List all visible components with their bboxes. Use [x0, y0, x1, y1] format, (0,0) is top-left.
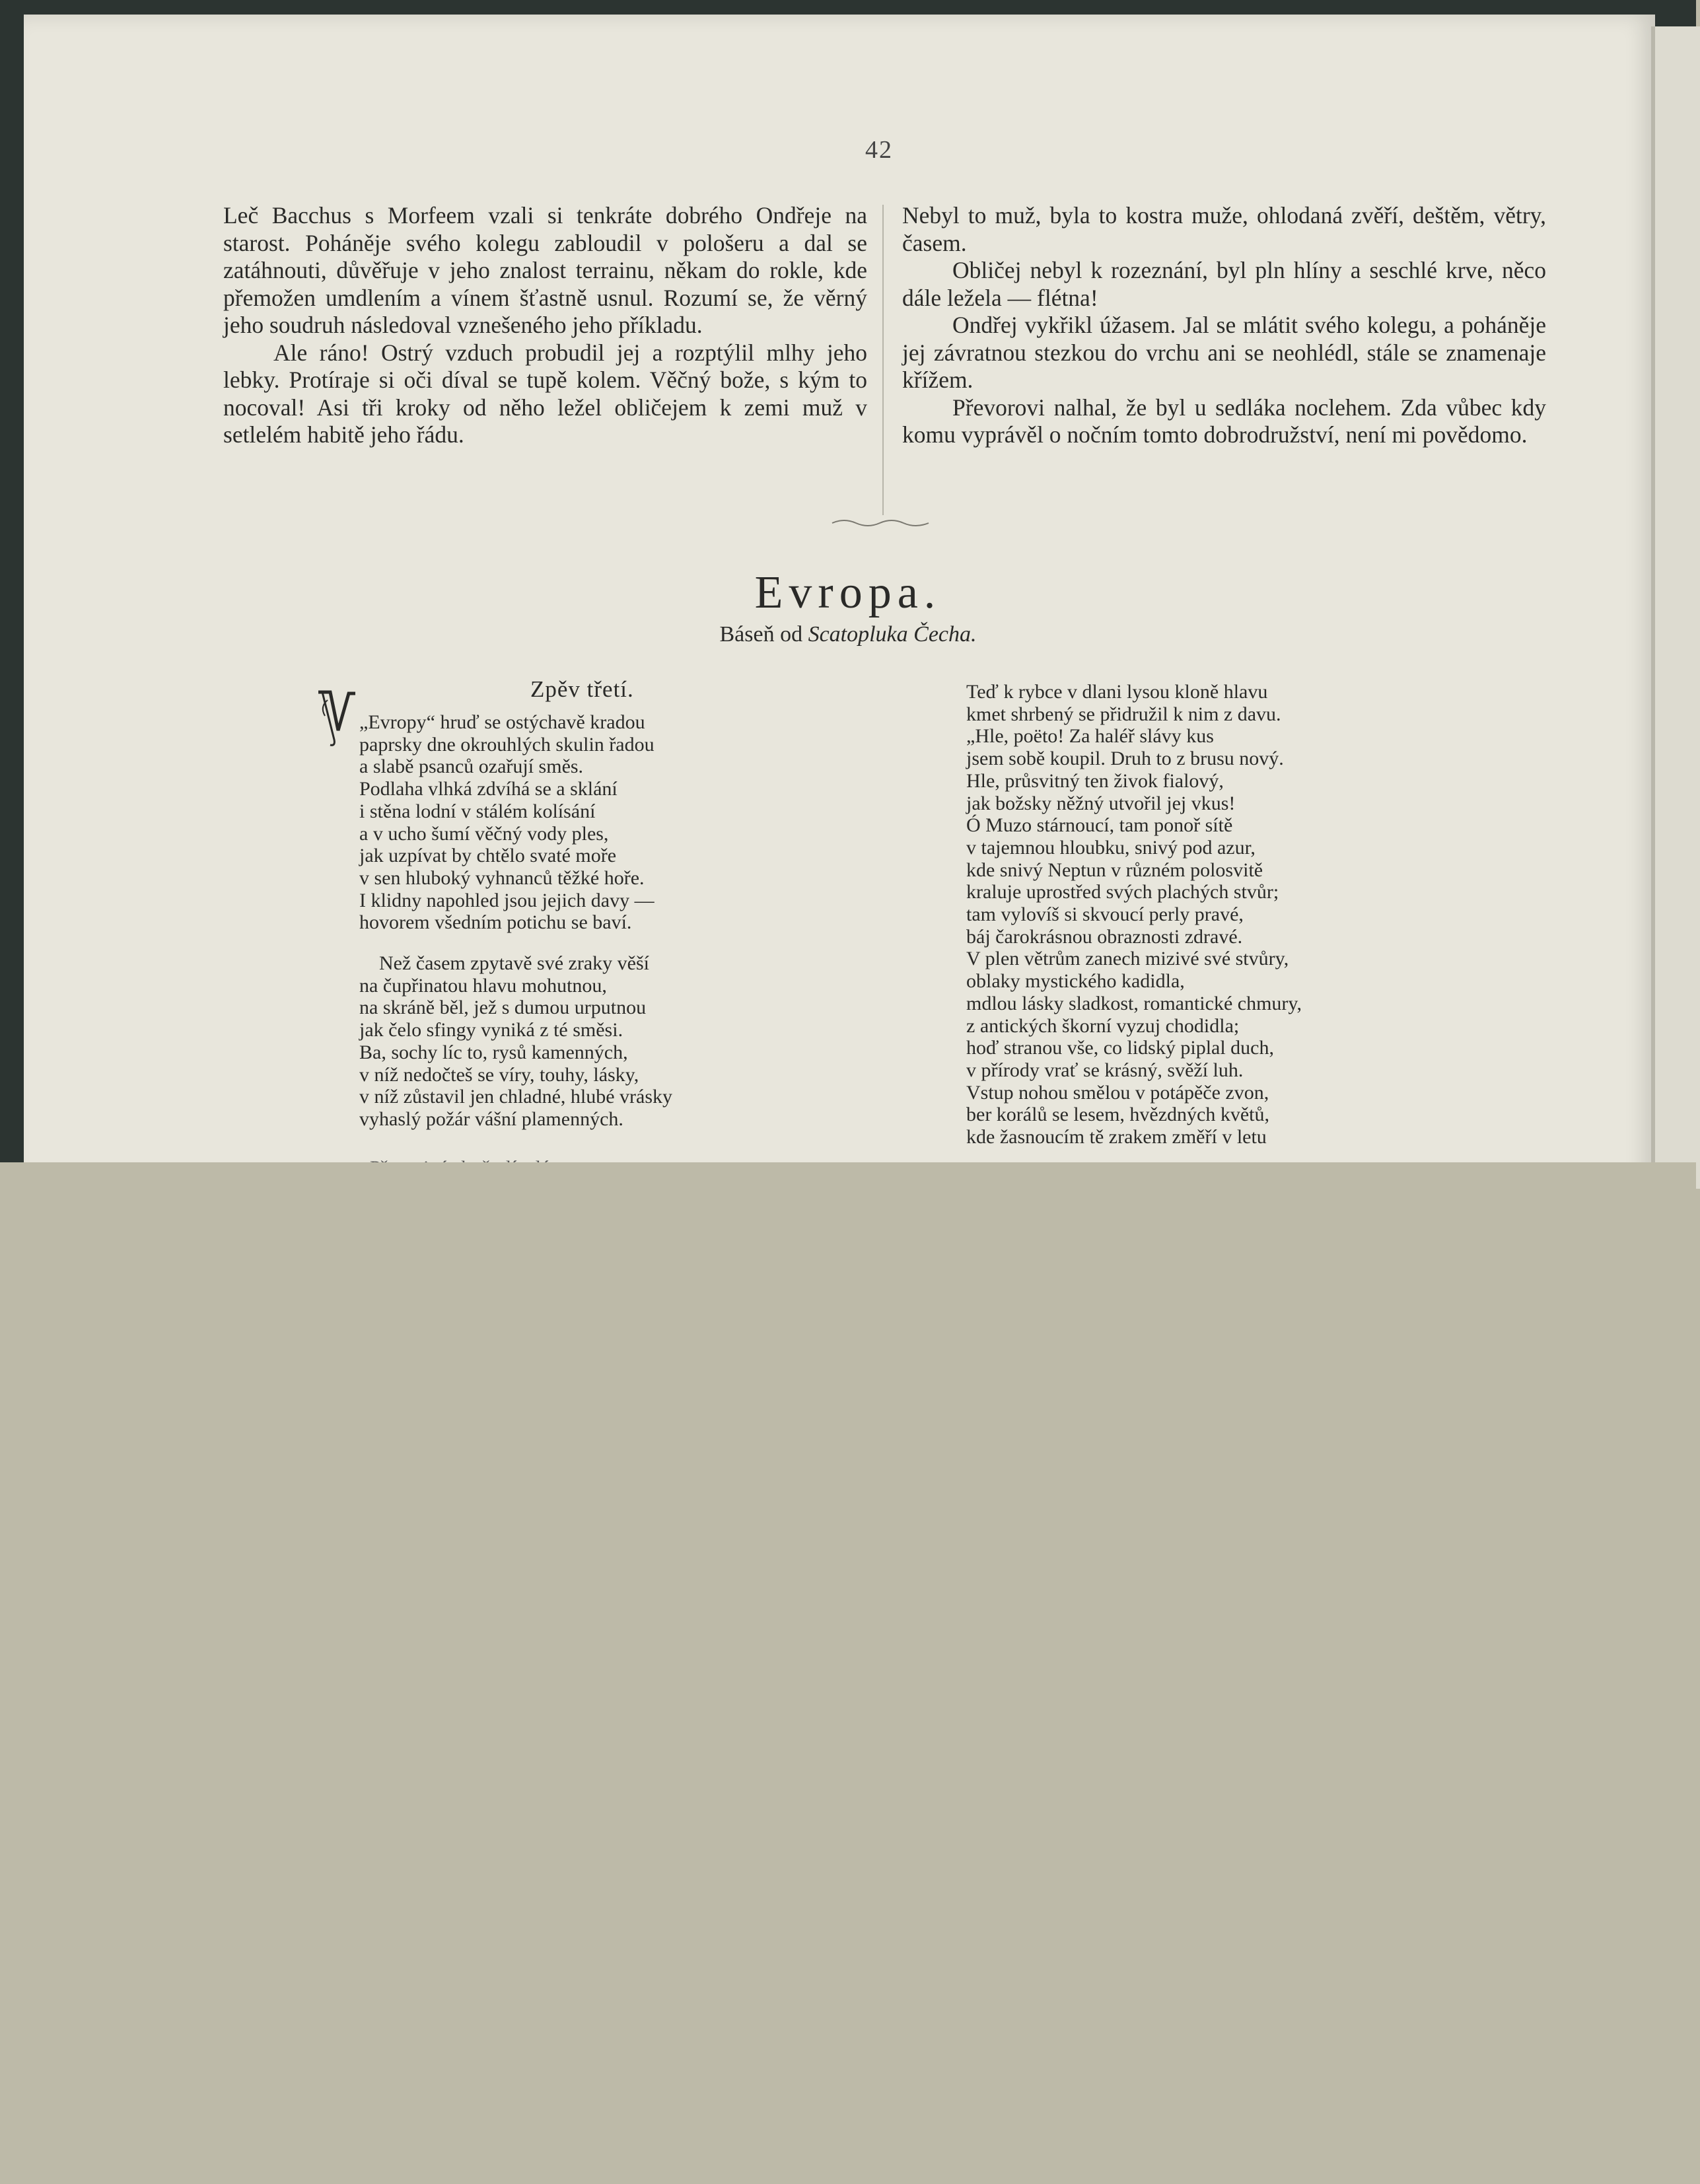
verse-line: kraluje uprostřed svých plachých stvůr;	[966, 881, 1279, 903]
verse-line: Podlaha vlhká zdvíhá se a sklání	[359, 778, 618, 800]
verse-line: jsem sobě koupil. Druh to z brusu nový.	[966, 748, 1284, 770]
verse-line: kmet shrbený se přidružil k nim z davu.	[966, 703, 1281, 725]
verse-line: V plen větrům zanech mizivé své stvůry,	[966, 948, 1289, 970]
verse-line: Teď k rybce v dlani lysou kloně hlavu	[966, 681, 1268, 703]
verse-line: v sen hluboký vyhnanců těžké hoře.	[359, 866, 645, 889]
verse-line: kde žasnoucím tě zrakem změří v letu	[966, 1126, 1267, 1148]
prose-paragraph: Ale ráno! Ostrý vzduch probudil jej a rozptýlil mlhy jeho lebky. Protíraje si oči díval se tupě kolem. Věčný bože, s kým to nocoval! Asi tři kroky od něho ležel obličejem k zemi muž v setlelém habitě jeho řádu.	[223, 339, 867, 448]
verse-line: oblaky mystického kadidla,	[966, 970, 1185, 993]
verse-line: a v ucho šumí věčný vody ples,	[359, 822, 609, 845]
prose-paragraph: Ondřej vykřikl úžasem. Jal se mlátit svého kolegu, a poháněje jej závratnou stezkou do vrchu ani se neohlédl, stále se znamenaje křížem.	[902, 312, 1546, 393]
poem-left-column	[359, 711, 672, 1131]
verse-line: báj čarokrásnou obraznosti zdravé.	[966, 925, 1243, 948]
verse-line: mdlou lásky sladkost, romantické chmury,	[966, 992, 1302, 1014]
verse-line: jak uzpívat by chtělo svaté moře	[359, 845, 617, 867]
verse-line: Ó Muzo stárnoucí, tam ponoř sítě	[966, 814, 1233, 837]
verse-line: tam vylovíš si skvoucí perly pravé,	[966, 903, 1244, 926]
verse-line: Hle, průsvitný ten živok fialový,	[966, 769, 1224, 792]
prose-paragraph: Převorovi nalhal, že byl u sedláka noclehem. Zda vůbec kdy komu vyprávěl o nočním tomto dobrodružství, není mi povědomo.	[902, 394, 1546, 448]
verse-line: ber korálů se lesem, hvězdných květů,	[966, 1104, 1270, 1126]
page-number: 42	[865, 136, 893, 164]
decorated-initial-letter	[316, 687, 357, 748]
verse-line: Ba, sochy líc to, rysů kamenných,	[359, 1041, 628, 1063]
subtitle-prefix: Báseň od	[719, 622, 808, 647]
prose-paragraph: Nebyl to muž, byla to kostra muže, ohlodaná zvěří, deštěm, větry, časem.	[902, 202, 1546, 256]
verse-line: jak čelo sfingy vyniká z té směsi.	[359, 1019, 623, 1041]
verse-line: I klidny napohled jsou jejich davy —	[359, 889, 655, 911]
verse-line: hoď stranou vše, co lidský piplal duch,	[966, 1037, 1274, 1059]
verse-line: v níž nedočteš se víry, touhy, lásky,	[359, 1063, 639, 1086]
verse-line: jak božsky něžný utvořil jej vkus!	[966, 792, 1236, 814]
verse-line: z antických škorní vyzuj chodidla;	[966, 1014, 1240, 1037]
stanza-gap	[359, 934, 672, 952]
verse-line: v níž zůstavil jen chladné, hlubé vrásky	[359, 1086, 673, 1108]
section-ornament	[831, 516, 930, 528]
poem-right-column	[966, 681, 1302, 1148]
verse-line: kde snivý Neptun v různém polosvitě	[966, 859, 1263, 881]
poem-subtitle	[0, 622, 1696, 647]
poem-author: Scatopluka Čecha.	[808, 622, 977, 647]
verse-line: vyhaslý požár vášní plamenných.	[359, 1108, 623, 1130]
verse-line: a slabě psanců ozařují směs.	[359, 756, 584, 778]
verse-line: hovorem všedním potichu se baví.	[359, 911, 632, 934]
prose-paragraph: Obličej nebyl k rozeznání, byl pln hlíny a seschlé krve, něco dále ležela — flétna!	[902, 257, 1546, 311]
verse-line: i stěna lodní v stálém kolísání	[359, 800, 596, 822]
prose-paragraph: Leč Bacchus s Morfeem vzali si tenkráte dobrého Ondřeje na starost. Poháněje svého kolegu zabloudil v pološeru a dal se zatáhnouti, důvěřuje v jeho znalost terrainu, někam do rokle, kde přemožen umdlením a vínem šťastně usnul. Rozumí se, že věrný jeho soudruh následoval vznešeného jeho příkladu.	[223, 202, 867, 338]
verse-line: Než časem zpytavě své zraky věší	[379, 952, 649, 975]
prose-right-column	[902, 202, 1546, 449]
verse-line: Vstup nohou smělou v potápěče zvon,	[966, 1081, 1269, 1104]
verse-line: v tajemnou hloubku, snivý pod azur,	[966, 836, 1256, 859]
scan-empty-area	[0, 1162, 1696, 2184]
column-divider	[882, 205, 884, 515]
verse-line: „Evropy“ hruď se ostýchavě kradou	[359, 711, 645, 733]
verse-line: v přírody vrať se krásný, svěží luh.	[966, 1059, 1244, 1081]
verse-line: na skráně běl, jež s dumou urputnou	[359, 997, 647, 1019]
verse-line: „Hle, poëto! Za haléř slávy kus	[966, 725, 1214, 748]
canto-title: Zpěv třetí.	[530, 676, 634, 702]
poem-title: Evropa.	[754, 567, 942, 618]
verse-line: na čupřinatou hlavu mohutnou,	[359, 974, 607, 997]
prose-left-column	[223, 202, 867, 449]
verse-line: paprsky dne okrouhlých skulin řadou	[359, 733, 655, 756]
